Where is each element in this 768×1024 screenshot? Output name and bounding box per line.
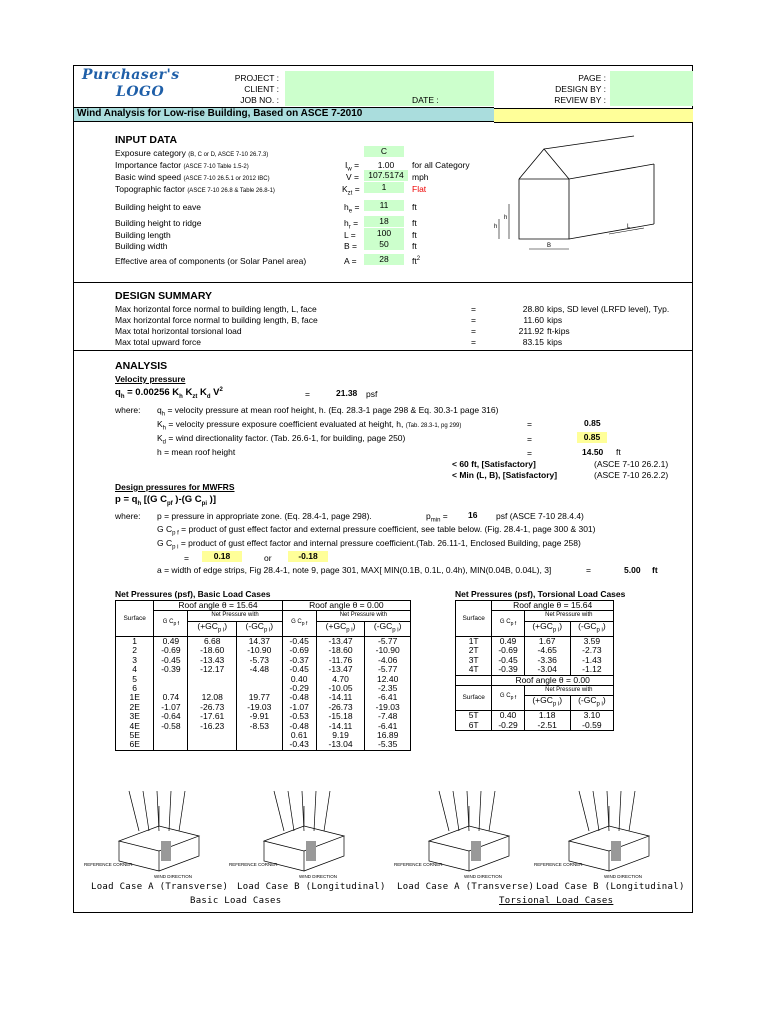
wind-direction-label: WIND DIRECTION xyxy=(464,874,502,879)
neg-gcpi-header: $(-GC_{p i})$ xyxy=(570,696,613,711)
topo-symbol: $K_{zt}$ = xyxy=(342,184,360,197)
table-row xyxy=(456,721,614,731)
importance-symbol: $I_w$ = xyxy=(345,160,360,173)
importance-value: 1.00 xyxy=(377,160,395,170)
value-cell: -0.39 xyxy=(492,665,524,675)
p-formula: $p = q_h$ [(G $C_{pf}$ )-(G $C_{pi}$ )] xyxy=(115,494,216,507)
value-cell xyxy=(154,740,188,750)
qh-eq: = xyxy=(305,389,310,399)
jobno-label: JOB NO. : xyxy=(240,95,279,105)
value-cell: 0.49 xyxy=(492,636,524,646)
value-cell: -14.11 xyxy=(316,722,365,731)
roof-angle-2-header: Roof angle θ = 0.00 xyxy=(492,675,614,685)
gcpf-header: G $C_{p f}$ xyxy=(154,611,188,637)
qh-unit: psf xyxy=(366,389,378,399)
summary-heading: DESIGN SUMMARY xyxy=(115,290,213,302)
velocity-pressure-heading: Velocity pressure xyxy=(115,374,186,384)
zone-leader-line xyxy=(179,791,185,831)
torsion-load-table xyxy=(455,600,614,731)
zone-leader-line xyxy=(288,791,294,831)
h-value: 14.50 xyxy=(582,447,604,457)
table-row xyxy=(116,675,411,684)
value-cell xyxy=(154,731,188,740)
value-cell: -0.37 xyxy=(282,656,316,665)
pos-gcpi-header: $(+GC_{p i})$ xyxy=(524,621,570,636)
torsion-table-heading: Net Pressures (psf), Torsional Load Cases xyxy=(455,589,626,599)
summary-value: 211.92 xyxy=(518,326,544,336)
gcpi-definition: G $C_{p i}$ = product of gust effect factor and internal pressure coefficient.(Tab. 26.11-1, Enclosed Building, page 258) xyxy=(157,538,581,551)
sketch-ridge-mark: h xyxy=(504,215,508,221)
value-cell: -10.90 xyxy=(237,646,283,655)
pmin-value: 16 xyxy=(468,510,478,520)
windspeed-symbol: V = xyxy=(346,172,360,182)
value-cell: -0.45 xyxy=(282,636,316,646)
value-cell: -1.07 xyxy=(154,703,188,712)
surface-cell: 5 xyxy=(116,675,154,684)
summary-eq: = xyxy=(471,304,476,314)
end-zone-hatch xyxy=(471,841,481,861)
pos-gcpi-header: $(+GC_{p i})$ xyxy=(524,696,570,711)
page-design-field[interactable] xyxy=(610,71,693,106)
neg-gcpi-header: $(-GC_{p i})$ xyxy=(570,621,613,636)
table-row xyxy=(456,665,614,675)
length-label: Building length xyxy=(115,230,171,240)
windspeed-unit: mph xyxy=(412,172,429,182)
divider-2 xyxy=(74,350,692,351)
value-cell: 0.40 xyxy=(282,675,316,684)
surface-cell: 4T xyxy=(456,665,492,675)
wind-direction-label: WIND DIRECTION xyxy=(604,874,642,879)
net-pressure-header: Net Pressure with xyxy=(188,611,282,621)
neg-gcpi-header: $(-GC_{p i})$ xyxy=(365,621,411,636)
pos-gcpi-header: $(+GC_{p i})$ xyxy=(316,621,365,636)
table-row xyxy=(116,740,411,750)
zone-leader-line xyxy=(619,791,621,831)
value-cell: -8.53 xyxy=(237,722,283,731)
value-cell: -0.43 xyxy=(282,740,316,750)
page-label: PAGE : xyxy=(578,73,606,83)
area-input[interactable]: 28 xyxy=(364,254,404,265)
eave-input[interactable]: 11 xyxy=(364,200,404,211)
logo-line2: LOGO xyxy=(116,84,165,100)
surface-cell: 1E xyxy=(116,693,154,702)
analysis-heading: ANALYSIS xyxy=(115,360,168,372)
zone-leader-line xyxy=(579,791,589,831)
a-eq: = xyxy=(586,565,591,575)
zone-leader-line xyxy=(479,791,481,831)
value-cell: -0.69 xyxy=(492,646,524,655)
zone-leader-line xyxy=(169,791,171,831)
sheet-title: Wind Analysis for Low-rise Building, Based on ASCE 7-2010 xyxy=(77,108,363,119)
h-unit: ft xyxy=(616,447,621,457)
ridge-symbol: $h_r$ = xyxy=(344,218,359,231)
value-cell xyxy=(188,740,237,750)
end-zone-hatch xyxy=(306,841,316,861)
value-cell: -2.35 xyxy=(365,684,411,693)
ridge-input[interactable]: 18 xyxy=(364,216,404,227)
value-cell: -3.36 xyxy=(524,656,570,665)
reviewby-label: REVIEW BY : xyxy=(554,95,606,105)
surface-cell: 6T xyxy=(456,721,492,731)
kh-definition: $K_h$ = velocity pressure exposure coefficient evaluated at height, h, (Tab. 28.3-1, pg 299) xyxy=(157,419,462,432)
value-cell: 1.18 xyxy=(524,711,570,721)
roof-angle-1-header: Roof angle θ = 15.64 xyxy=(154,601,282,611)
value-cell: 1.67 xyxy=(524,636,570,646)
value-cell: -0.59 xyxy=(570,721,613,731)
ridge-label: Building height to ridge xyxy=(115,218,202,228)
value-cell: -5.77 xyxy=(365,665,411,674)
surface-cell: 2T xyxy=(456,646,492,655)
table-row xyxy=(116,731,411,740)
exposure-input[interactable]: C xyxy=(364,146,404,157)
value-cell: -9.91 xyxy=(237,712,283,721)
pmin-label: $p_{min}$ = xyxy=(426,511,448,524)
load-case-figures xyxy=(79,786,689,881)
value-cell: -0.69 xyxy=(154,646,188,655)
ridge-unit: ft xyxy=(412,218,417,228)
value-cell: -19.03 xyxy=(237,703,283,712)
value-cell: -19.03 xyxy=(365,703,411,712)
topo-remark: Flat xyxy=(412,184,427,194)
surface-cell: 3E xyxy=(116,712,154,721)
value-cell: 9.19 xyxy=(316,731,365,740)
value-cell: 0.61 xyxy=(282,731,316,740)
surface-cell: 4E xyxy=(116,722,154,731)
value-cell: 12.40 xyxy=(365,675,411,684)
exposure-label: Exposure category (B, C or D, ASCE 7-10 26.7.3) xyxy=(115,148,269,158)
summary-value: 83.15 xyxy=(522,337,544,347)
value-cell: -0.45 xyxy=(154,656,188,665)
net-pressure-header: Net Pressure with xyxy=(524,611,613,621)
value-cell: -26.73 xyxy=(316,703,365,712)
value-cell xyxy=(154,675,188,684)
qh-formula: $q_h = 0.00256$ $K_h$ $K_{zt}$ $K_d$ $V^2$ xyxy=(115,387,223,401)
client-label: CLIENT : xyxy=(244,84,279,94)
building-sketch xyxy=(489,124,659,254)
width-unit: ft xyxy=(412,241,417,251)
design-pressure-heading: Design pressures for MWFRS xyxy=(115,482,235,492)
h-definition: h = mean roof height xyxy=(157,447,236,457)
value-cell: -14.11 xyxy=(316,693,365,702)
topo-label: Topographic factor (ASCE 7-10 26.8 & Table 26.8-1) xyxy=(115,184,275,194)
kd-definition: $K_d$ = wind directionality factor. (Tab. 26.6-1, for building, page 250) xyxy=(157,433,406,446)
value-cell: -17.61 xyxy=(188,712,237,721)
value-cell: -3.04 xyxy=(524,665,570,675)
value-cell: -10.90 xyxy=(365,646,411,655)
value-cell: -13.04 xyxy=(316,740,365,750)
width-symbol: B = xyxy=(344,241,358,251)
where-label-1: where: xyxy=(115,405,141,415)
value-cell xyxy=(237,675,283,684)
value-cell: -0.58 xyxy=(154,722,188,731)
reference-corner-label: REFERENCE CORNER xyxy=(84,862,133,867)
summary-unit: kips xyxy=(547,337,563,347)
value-cell: -26.73 xyxy=(188,703,237,712)
pos-gcpi-header: $(+GC_{p i})$ xyxy=(188,621,237,636)
gcpf-header: G $C_{p f}$ xyxy=(282,611,316,637)
caption-basic-case-a: Load Case A (Transverse) xyxy=(91,882,229,892)
caption-torsion-case-a: Load Case A (Transverse) xyxy=(397,882,535,892)
gcpf-definition: G $C_{p f}$ = product of gust effect factor and external pressure coefficient, see table below. (Fig. 28.4-1, page 300 & 301) xyxy=(157,524,596,537)
value-cell: 0.49 xyxy=(154,636,188,646)
value-cell: -4.06 xyxy=(365,656,411,665)
value-cell: -6.41 xyxy=(365,722,411,731)
value-cell: -0.45 xyxy=(282,665,316,674)
caption-torsion-group: Torsional Load Cases xyxy=(499,896,614,906)
value-cell: -18.60 xyxy=(316,646,365,655)
value-cell: -5.35 xyxy=(365,740,411,750)
surface-header: Surface xyxy=(456,685,492,711)
value-cell: -0.48 xyxy=(282,722,316,731)
value-cell: -5.77 xyxy=(365,636,411,646)
a-value: 5.00 xyxy=(624,565,641,575)
h-check-1: < 60 ft, [Satisfactory] xyxy=(452,459,536,469)
reference-corner-label: REFERENCE CORNER xyxy=(394,862,443,867)
value-cell: 16.89 xyxy=(365,731,411,740)
zone-leader-line xyxy=(629,791,635,831)
surface-cell: 6 xyxy=(116,684,154,693)
title-note-field[interactable] xyxy=(494,108,693,123)
zone-leader-line xyxy=(453,791,459,831)
value-cell: -15.18 xyxy=(316,712,365,721)
summary-eq: = xyxy=(471,315,476,325)
caption-basic-group: Basic Load Cases xyxy=(190,896,282,906)
where-label-2: where: xyxy=(115,511,141,521)
value-cell: -0.45 xyxy=(492,656,524,665)
qh-definition: $q_h$ = velocity pressure at mean roof height, h. (Eq. 28.3-1 page 298 & Eq. 30.3-1 page 316) xyxy=(157,405,499,418)
value-cell: -4.65 xyxy=(524,646,570,655)
length-unit: ft xyxy=(412,230,417,240)
sketch-eave-mark: h xyxy=(494,224,498,230)
pmin-ref: psf (ASCE 7-10 28.4.4) xyxy=(496,511,584,521)
sketch-length-mark: L xyxy=(627,224,631,230)
value-cell: -0.29 xyxy=(282,684,316,693)
p-definition: p = pressure in appropriate zone. (Eq. 28.4-1, page 298). xyxy=(157,511,372,521)
qh-value: 21.38 xyxy=(336,388,358,398)
eave-unit: ft xyxy=(412,202,417,212)
summary-unit: kips, SD level (LRFD level), Typ. xyxy=(547,304,670,314)
value-cell: 3.10 xyxy=(570,711,613,721)
h-check-1-ref: (ASCE 7-10 26.2.1) xyxy=(594,459,669,469)
zone-leader-line xyxy=(143,791,149,831)
value-cell: 6.68 xyxy=(188,636,237,646)
zone-leader-line xyxy=(593,791,599,831)
zone-leader-line xyxy=(129,791,139,831)
basic-load-table xyxy=(115,600,411,751)
length-input[interactable]: 100 xyxy=(364,228,404,239)
caption-torsion-case-b: Load Case B (Longitudinal) xyxy=(536,882,685,892)
h-check-2-ref: (ASCE 7-10 26.2.2) xyxy=(594,470,669,480)
gcpi-negative[interactable]: -0.18 xyxy=(288,551,328,562)
input-heading: INPUT DATA xyxy=(115,134,178,146)
length-symbol: L = xyxy=(344,230,356,240)
value-cell: -10.05 xyxy=(316,684,365,693)
summary-label: Max horizontal force normal to building length, B, face xyxy=(115,315,318,325)
net-pressure-header: Net Pressure with xyxy=(316,611,410,621)
value-cell: -1.07 xyxy=(282,703,316,712)
value-cell: 0.40 xyxy=(492,711,524,721)
summary-eq: = xyxy=(471,326,476,336)
gcpi-eq: = xyxy=(184,553,189,563)
end-zone-hatch xyxy=(161,841,171,861)
value-cell: 19.77 xyxy=(237,693,283,702)
h-check-2: < Min (L, B), [Satisfactory] xyxy=(452,470,558,480)
surface-cell: 1T xyxy=(456,636,492,646)
kd-value[interactable]: 0.85 xyxy=(577,432,607,443)
a-definition: a = width of edge strips, Fig 28.4-1, note 9, page 301, MAX[ MIN(0.1B, 0.1L, 0.4h), MIN(0.04B, 0.04L), 3] xyxy=(157,565,552,575)
value-cell: -18.60 xyxy=(188,646,237,655)
value-cell: -0.29 xyxy=(492,721,524,731)
value-cell: 4.70 xyxy=(316,675,365,684)
summary-label: Max total upward force xyxy=(115,337,201,347)
value-cell: -0.53 xyxy=(282,712,316,721)
value-cell: 12.08 xyxy=(188,693,237,702)
zone-leader-line xyxy=(274,791,284,831)
wind-direction-label: WIND DIRECTION xyxy=(299,874,337,879)
logo-line1: Purchaser's xyxy=(82,67,180,83)
value-cell xyxy=(237,740,283,750)
divider-1 xyxy=(74,282,692,283)
windspeed-input[interactable]: 107.5174 xyxy=(364,170,408,181)
surface-cell: 5T xyxy=(456,711,492,721)
value-cell: 0.74 xyxy=(154,693,188,702)
kh-eq: = xyxy=(527,419,532,429)
value-cell: -0.64 xyxy=(154,712,188,721)
width-input[interactable]: 50 xyxy=(364,239,404,250)
zone-leader-line xyxy=(324,791,330,831)
topo-input[interactable]: 1 xyxy=(364,182,404,193)
project-label: PROJECT : xyxy=(234,73,279,83)
gcpf-header: G $C_{p f}$ xyxy=(492,685,524,711)
calculation-sheet xyxy=(73,65,693,913)
value-cell: -5.73 xyxy=(237,656,283,665)
zone-leader-line xyxy=(314,791,316,831)
value-cell: -13.47 xyxy=(316,665,365,674)
surface-cell: 3T xyxy=(456,656,492,665)
area-label: Effective area of components (or Solar Panel area) xyxy=(115,256,307,266)
summary-unit: kips xyxy=(547,315,563,325)
surface-cell: 4 xyxy=(116,665,154,674)
basic-table-heading: Net Pressures (psf), Basic Load Cases xyxy=(115,589,271,599)
value-cell xyxy=(188,675,237,684)
zone-leader-line xyxy=(439,791,449,831)
value-cell: 3.59 xyxy=(570,636,613,646)
project-client-field[interactable] xyxy=(285,71,494,106)
surface-cell: 1 xyxy=(116,636,154,646)
eave-label: Building height to eave xyxy=(115,202,202,212)
summary-eq: = xyxy=(471,337,476,347)
value-cell: -6.41 xyxy=(365,693,411,702)
value-cell: -13.47 xyxy=(316,636,365,646)
value-cell: -0.69 xyxy=(282,646,316,655)
sketch-width-mark: B xyxy=(547,243,552,249)
value-cell: -11.76 xyxy=(316,656,365,665)
wind-direction-label: WIND DIRECTION xyxy=(154,874,192,879)
value-cell: -12.17 xyxy=(188,665,237,674)
surface-cell: 3 xyxy=(116,656,154,665)
table-row xyxy=(116,665,411,674)
gcpf-header: G $C_{p f}$ xyxy=(492,611,524,637)
importance-label: Importance factor (ASCE 7-10 Table 1.5-2) xyxy=(115,160,249,170)
value-cell: -2.73 xyxy=(570,646,613,655)
value-cell: -1.12 xyxy=(570,665,613,675)
value-cell: -13.43 xyxy=(188,656,237,665)
surface-cell: 2E xyxy=(116,703,154,712)
surface-cell: 6E xyxy=(116,740,154,750)
area-symbol: A = xyxy=(344,256,357,266)
surface-header: Surface xyxy=(116,601,154,637)
summary-label: Max total horizontal torsional load xyxy=(115,326,242,336)
summary-label: Max horizontal force normal to building length, L, face xyxy=(115,304,317,314)
gcpi-or: or xyxy=(264,553,272,563)
roof-angle-2-header: Roof angle θ = 0.00 xyxy=(282,601,410,611)
blank-cell xyxy=(456,675,492,685)
eave-symbol: $h_e$ = xyxy=(344,202,360,215)
value-cell: -1.43 xyxy=(570,656,613,665)
width-label: Building width xyxy=(115,241,168,251)
surface-header: Surface xyxy=(456,601,492,637)
designby-label: DESIGN BY : xyxy=(555,84,606,94)
value-cell: -16.23 xyxy=(188,722,237,731)
roof-angle-1-header: Roof angle θ = 15.64 xyxy=(492,601,614,611)
date-label: DATE : xyxy=(412,95,439,105)
summary-unit: ft-kips xyxy=(547,326,570,336)
surface-cell: 5E xyxy=(116,731,154,740)
h-eq: = xyxy=(527,448,532,458)
caption-basic-case-b: Load Case B (Longitudinal) xyxy=(237,882,386,892)
value-cell: -0.39 xyxy=(154,665,188,674)
value-cell: -0.48 xyxy=(282,693,316,702)
reference-corner-label: REFERENCE CORNER xyxy=(229,862,278,867)
neg-gcpi-header: $(-GC_{p i})$ xyxy=(237,621,283,636)
surface-cell: 2 xyxy=(116,646,154,655)
kh-value: 0.85 xyxy=(584,418,601,428)
kd-eq: = xyxy=(527,434,532,444)
value-cell xyxy=(188,731,237,740)
summary-value: 28.80 xyxy=(522,304,544,314)
value-cell xyxy=(237,731,283,740)
summary-value: 11.60 xyxy=(523,315,544,325)
value-cell: -7.48 xyxy=(365,712,411,721)
value-cell: -4.48 xyxy=(237,665,283,674)
reference-corner-label: REFERENCE CORNER xyxy=(534,862,583,867)
importance-remark: for all Category xyxy=(412,160,470,170)
net-pressure-header: Net Pressure with xyxy=(524,685,613,695)
gcpi-positive[interactable]: 0.18 xyxy=(202,551,242,562)
table-row xyxy=(116,722,411,731)
area-unit: $ft^2$ xyxy=(412,256,421,266)
end-zone-hatch xyxy=(611,841,621,861)
windspeed-label: Basic wind speed (ASCE 7-10 26.5.1 or 2012 IBC) xyxy=(115,172,270,182)
zone-leader-line xyxy=(489,791,495,831)
a-unit: ft xyxy=(652,565,658,575)
value-cell: 14.37 xyxy=(237,636,283,646)
value-cell: -2.51 xyxy=(524,721,570,731)
